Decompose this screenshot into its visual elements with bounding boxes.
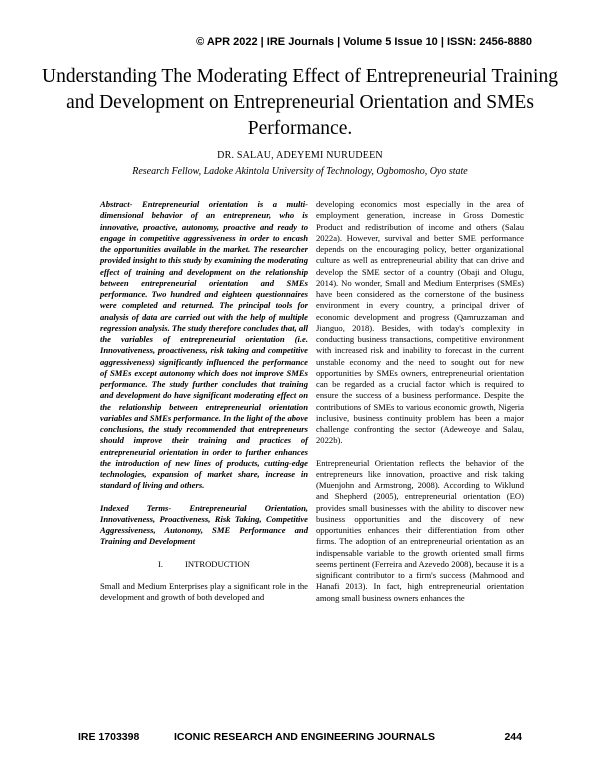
footer-journal-name: ICONIC RESEARCH AND ENGINEERING JOURNALS [174,731,435,743]
body-paragraph-2: Entrepreneurial Orientation reflects the behavior of the entrepreneurs like innovation, proactive and risk taking (Muenjohn and Armstrong, 2008). According to Wiklund and Shepherd (2005), entrepreneurial orientation (EO) provides small businesses with the ability to discover new business opportunities and the discovery of new opportunities enhances their differentiation from other firms. The adoption of an entrepreneurial orientation as an indispensable variable to the growth oriented small firms seems pertinent (Ferreira and Azevedo 2008), because it is a significant contributor to a firm's success (Mahmood and Hanafi 2013). In fact, high entrepreneurial orientation among small business owners enhances the [316,457,524,603]
intro-paragraph: Small and Medium Enterprises play a significant role in the development and growth of both developed and [100,580,308,602]
author-affiliation: Research Fellow, Ladoke Akintola University of Technology, Ogbomosho, Oyo state [132,166,468,177]
section-title: INTRODUCTION [185,558,250,569]
section-number: I. [158,558,164,569]
body-paragraph-1: developing economics most especially in the area of employment generation, increase in Gross Domestic Product and redistribution of income and others (Salau 2022a). However, survival and better SME performance depends on the encouraging policy, better organizational culture as well as entrepreneurial ability that can drive and develop the SME sector of a country (Obaji and Olugu, 2014). No wonder, Small and Medium Enterprises (SMEs) have been considered as the cornerstone of the business environment in every country, a principal driver of economic development and progress (Qamruzzaman and Jianguo, 2018). Besides, with today's complexity in conducting business transactions, competitive environment with increased risk and inability to forecast in the current unstable economy and the need to sought out for new opportunities by SMEs owners, entrepreneurial orientation can be regarded as a crucial factor which is required to ensure the success of a business performance. Despite the contributions of SMEs to various economic growth, Nigeria inclusive, business continuity problem has been a major challenge confronting the sector (Adeweoye and Salau, 2022b). [316,199,524,446]
footer-paper-id: IRE 1703398 [78,731,140,743]
index-terms: Indexed Terms- Entrepreneurial Orientation, Innovativeness, Proactiveness, Risk Taking, Competitive Aggressiveness, Autonomy, SME Performance and Training and Development [100,502,308,547]
left-column [100,199,308,603]
abstract: Abstract- Entrepreneurial orientation is a multi-dimensional behavior of an entrepreneur, who is innovative, proactive, autonomy, proactive and ready to engage in competitive aggressiveness in order to encash the opportunities available in the market. The researcher provided insight to this study by examining the moderating effect of training and development on the relationship between entrepreneurial orientation and SMEs performance. Two hundred and eighteen questionnaires were completed and returned. The principal tools for analysis of data are carried out with the help of multiple regression analysis. The study therefore concludes that, all the variables of entrepreneurial orientation (i.e. Innovativeness, proactiveness, risk taking and competitive aggressiveness) significantly influenced the performance of SMEs except autonomy which does not improve SMEs performance. The study further concludes that training and development do have significant moderating effect on the relationship between entrepreneurial orientation variables and SMEs performance. In the light of the above conclusions, the study recommended that entrepreneurs should improve their training and practices of entrepreneurial orientation in order to further enhances the introduction of new lines of products, cutting-edge technologies, expansion of market share, increase in standard of living and others. [100,199,308,491]
section-heading [100,559,308,570]
paper-title: Understanding The Moderating Effect of Entrepreneurial Training and Development on Entrepreneurial Orientation and SMEs Performance. [42,66,558,139]
footer-page-number: 244 [504,731,522,743]
journal-header: © APR 2022 | IRE Journals | Volume 5 Issue 10 | ISSN: 2456-8880 [196,36,532,48]
right-column [316,199,524,604]
author-name: DR. SALAU, ADEYEMI NURUDEEN [217,150,383,161]
